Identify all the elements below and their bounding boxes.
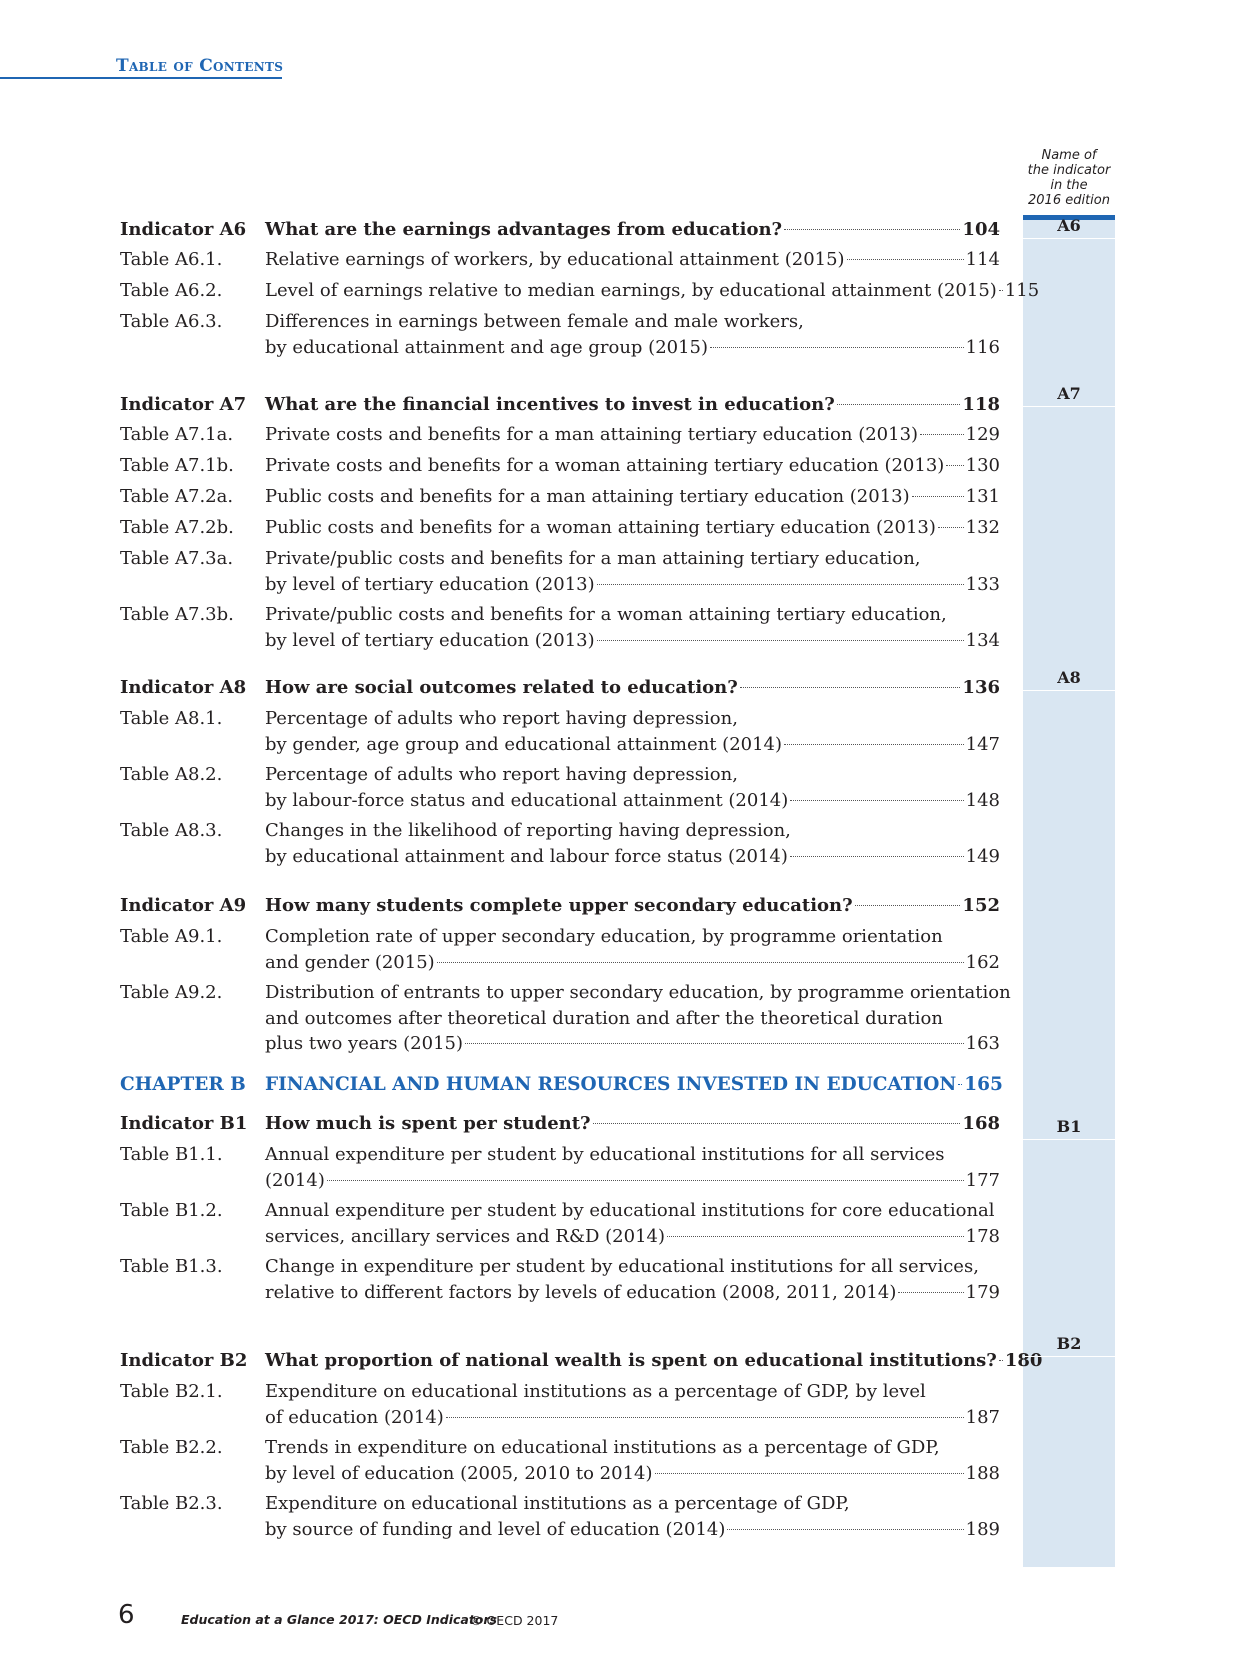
toc-entry-title-line: by educational attainment and labour force status (2014) xyxy=(265,845,788,867)
dot-leader xyxy=(999,1360,1003,1361)
toc-entry-title-line: by level of education (2005, 2010 to 2014) xyxy=(265,1462,653,1484)
edition-header-line: in the xyxy=(1050,178,1088,193)
toc-entry-title-line: Distribution of entrants to upper secondary education, by programme orientation xyxy=(265,982,1011,1003)
edition-code: B2 xyxy=(1023,1334,1115,1357)
dot-leader xyxy=(958,1084,962,1085)
toc-entry-title xyxy=(265,675,1000,701)
toc-entry-title-line: Private/public costs and benefits for a woman attaining tertiary education, xyxy=(265,604,947,625)
toc-entry-page-number: 177 xyxy=(965,1169,1000,1191)
toc-entry-label: Indicator A8 xyxy=(120,677,247,698)
toc-entry-last-line xyxy=(265,1405,1000,1431)
toc-entry-last-line xyxy=(265,217,1000,243)
toc-entry-label: Table B2.2. xyxy=(120,1437,223,1458)
toc-entry-title-line: Trends in expenditure on educational institutions as a percentage of GDP, xyxy=(265,1437,940,1458)
edition-code: A8 xyxy=(1023,668,1115,691)
toc-entry-label: Indicator B2 xyxy=(120,1350,248,1371)
toc-entry-page-number: 168 xyxy=(962,1113,1000,1134)
copyright: © OECD 2017 xyxy=(470,1613,559,1628)
toc-entry-page-number: 148 xyxy=(965,789,1000,811)
publication-title: Education at a Glance 2017: OECD Indicators xyxy=(181,1612,497,1627)
toc-entry-page-number: 147 xyxy=(965,733,1000,755)
toc-entry-page-number: 165 xyxy=(964,1074,1003,1095)
toc-entry-title-line: How many students complete upper secondary education? xyxy=(265,895,853,916)
toc-entry-title-line: How much is spent per student? xyxy=(265,1113,591,1134)
toc-entry-title-line: Completion rate of upper secondary education, by programme orientation xyxy=(265,926,943,947)
toc-entry-last-line xyxy=(265,1517,1000,1543)
toc-entry-title xyxy=(265,1254,1000,1305)
toc-entry-title xyxy=(265,247,1000,273)
toc-entry-page-number: 104 xyxy=(962,219,1000,240)
toc-entry-title-line: and gender (2015) xyxy=(265,951,435,973)
toc-entry-last-line xyxy=(265,675,1000,701)
toc-entry-title xyxy=(265,924,1000,975)
toc-entry-label: Table B2.3. xyxy=(120,1493,223,1514)
toc-entry-last-line xyxy=(265,484,1000,510)
toc-entry-page-number: 133 xyxy=(965,573,1000,595)
toc-entry-title xyxy=(265,1111,1000,1137)
toc-entry-label: Table B1.3. xyxy=(120,1256,223,1277)
dot-leader xyxy=(784,229,960,230)
toc-entry-page-number: 188 xyxy=(965,1462,1000,1484)
toc-entry-title xyxy=(265,515,1000,541)
dot-leader xyxy=(898,1292,963,1293)
toc-entry-label: Table A8.3. xyxy=(120,820,223,841)
toc-entry-last-line xyxy=(265,1348,1043,1374)
toc-entry-title xyxy=(265,893,1000,919)
toc-entry-title-line: What are the financial incentives to invest in education? xyxy=(265,394,835,415)
toc-entry-page-number: 187 xyxy=(965,1406,1000,1428)
dot-leader xyxy=(597,584,964,585)
dot-leader xyxy=(593,1123,961,1124)
dot-leader xyxy=(999,290,1003,291)
toc-entry-title-line: Differences in earnings between female and male workers, xyxy=(265,311,804,332)
toc-entry-page-number: 152 xyxy=(962,895,1000,916)
toc-entry-label: Table A7.3b. xyxy=(120,604,234,625)
toc-entry-page-number: 129 xyxy=(965,424,1000,445)
toc-entry-title-line: plus two years (2015) xyxy=(265,1033,463,1054)
toc-entry-label: Indicator A7 xyxy=(120,394,247,415)
toc-entry-page-number: 163 xyxy=(965,1033,1000,1054)
dot-leader xyxy=(655,1473,964,1474)
toc-entry-label: Table A6.2. xyxy=(120,280,223,301)
toc-entry-title xyxy=(265,1491,1000,1542)
toc-entry-label: Table A8.2. xyxy=(120,764,223,785)
toc-entry-last-line xyxy=(265,1224,1000,1250)
dot-leader xyxy=(912,496,964,497)
toc-entry-last-line xyxy=(265,1280,1000,1306)
toc-entry-title xyxy=(265,453,1000,479)
toc-entry-title-line: by gender, age group and educational attainment (2014) xyxy=(265,733,783,755)
toc-entry-last-line xyxy=(265,335,1000,361)
toc-entry-title-line: Annual expenditure per student by educational institutions for all services xyxy=(265,1144,945,1165)
toc-entry-title-line: Level of earnings relative to median earnings, by educational attainment (2015) xyxy=(265,280,997,301)
toc-entry-page-number: 114 xyxy=(965,249,1000,270)
toc-entry-label: Indicator B1 xyxy=(120,1113,248,1134)
page-title: Table of Contents xyxy=(116,56,284,76)
toc-entry-title-line: services, ancillary services and R&D (2014) xyxy=(265,1225,665,1247)
toc-entry-title-line: by educational attainment and age group (2015) xyxy=(265,336,709,358)
toc-entry-last-line xyxy=(265,1072,1003,1098)
edition-code: A7 xyxy=(1023,384,1115,407)
toc-entry-last-line xyxy=(265,844,1000,870)
toc-entry-title-line: by labour-force status and educational attainment (2014) xyxy=(265,789,789,811)
toc-entry-page-number: 162 xyxy=(965,951,1000,973)
toc-entry-last-line xyxy=(265,1461,1000,1487)
toc-entry-label: Table B1.2. xyxy=(120,1200,223,1221)
toc-entry-last-line xyxy=(265,453,1000,479)
toc-entry-page-number: 180 xyxy=(1004,1350,1043,1371)
toc-entry-title-line: Annual expenditure per student by educational institutions for core educational xyxy=(265,1200,995,1221)
toc-entry-title-line: Percentage of adults who report having depression, xyxy=(265,764,738,785)
toc-entry-title xyxy=(265,602,1000,653)
toc-entry-page-number: 130 xyxy=(965,455,1000,476)
toc-entry-last-line xyxy=(265,1168,1000,1194)
toc-entry-label: Table A6.1. xyxy=(120,249,223,270)
toc-entry-title-line: (2014) xyxy=(265,1169,325,1191)
toc-entry-title-line: Public costs and benefits for a woman attaining tertiary education (2013) xyxy=(265,517,936,538)
toc-entry-last-line xyxy=(265,628,1000,654)
toc-entry-title-line: relative to different factors by levels of education (2008, 2011, 2014) xyxy=(265,1281,897,1303)
toc-entry-label: Table A6.3. xyxy=(120,311,223,332)
toc-entry-last-line xyxy=(265,278,1040,304)
toc-entry-label: Table A7.1a. xyxy=(120,424,234,445)
toc-entry-title xyxy=(265,818,1000,869)
toc-entry-last-line xyxy=(265,732,1000,758)
toc-entry-label: Table A9.1. xyxy=(120,926,223,947)
toc-entry-last-line xyxy=(265,1031,1000,1057)
toc-entry-label: Table A7.2b. xyxy=(120,517,234,538)
toc-entry-title xyxy=(265,1379,1000,1430)
toc-entry-label: CHAPTER B xyxy=(120,1074,246,1095)
toc-entry-title xyxy=(265,1435,1000,1486)
toc-entry-title xyxy=(265,706,1000,757)
edition-column-header xyxy=(1023,148,1115,208)
toc-entry-title-line: How are social outcomes related to education? xyxy=(265,677,738,698)
toc-entry-title xyxy=(265,309,1000,360)
dot-leader xyxy=(847,259,964,260)
toc-entry-page-number: 134 xyxy=(965,629,1000,651)
toc-entry-label: Indicator A6 xyxy=(120,219,247,240)
toc-entry-page-number: 179 xyxy=(965,1281,1000,1303)
toc-entry-title-line: Expenditure on educational institutions as a percentage of GDP, xyxy=(265,1493,850,1514)
edition-header-line: Name of xyxy=(1041,148,1097,163)
dot-leader xyxy=(946,465,963,466)
toc-entry-title-line: by source of funding and level of education (2014) xyxy=(265,1518,726,1540)
toc-entry-title-line: What proportion of national wealth is spent on educational institutions? xyxy=(265,1350,997,1371)
toc-entry-title-line: by level of tertiary education (2013) xyxy=(265,629,595,651)
toc-entry-title xyxy=(265,762,1000,813)
toc-entry-title-line: FINANCIAL AND HUMAN RESOURCES INVESTED IN EDUCATION xyxy=(265,1074,957,1095)
dot-leader xyxy=(327,1180,964,1181)
toc-entry-last-line xyxy=(265,1111,1000,1137)
toc-entry-title-line: by level of tertiary education (2013) xyxy=(265,573,595,595)
toc-entry-title xyxy=(265,484,1000,510)
dot-leader xyxy=(790,856,964,857)
toc-entry-title-line: Change in expenditure per student by educational institutions for all services, xyxy=(265,1256,979,1277)
dot-leader xyxy=(437,962,964,963)
dot-leader xyxy=(938,527,964,528)
dot-leader xyxy=(465,1043,964,1044)
toc-entry-label: Table A9.2. xyxy=(120,982,223,1003)
toc-entry-label: Table B2.1. xyxy=(120,1381,223,1402)
toc-entry-title xyxy=(265,1072,1003,1098)
toc-entry-page-number: 118 xyxy=(962,394,1000,415)
dot-leader xyxy=(597,640,964,641)
edition-code: A6 xyxy=(1023,216,1115,239)
toc-entry-title-line: Public costs and benefits for a man attaining tertiary education (2013) xyxy=(265,486,910,507)
dot-leader xyxy=(837,404,961,405)
toc-entry-title xyxy=(265,546,1000,597)
toc-entry-page-number: 136 xyxy=(962,677,1000,698)
toc-entry-title-line: Relative earnings of workers, by educational attainment (2015) xyxy=(265,249,845,270)
toc-entry-page-number: 189 xyxy=(965,1518,1000,1540)
edition-header-line: 2016 edition xyxy=(1028,193,1110,208)
toc-entry-title xyxy=(265,278,1040,304)
toc-entry-label: Table A8.1. xyxy=(120,708,223,729)
toc-entry-label: Table A7.1b. xyxy=(120,455,234,476)
toc-entry-title-line: of education (2014) xyxy=(265,1406,444,1428)
toc-entry-page-number: 178 xyxy=(965,1225,1000,1247)
dot-leader xyxy=(790,800,963,801)
dot-leader xyxy=(740,687,961,688)
toc-entry-label: Table A7.2a. xyxy=(120,486,234,507)
toc-entry-title xyxy=(265,392,1000,418)
toc-entry-label: Table B1.1. xyxy=(120,1144,223,1165)
toc-entry-title xyxy=(265,1198,1000,1249)
toc-entry-title-line: Expenditure on educational institutions as a percentage of GDP, by level xyxy=(265,1381,926,1402)
toc-entry-page-number: 116 xyxy=(965,336,1000,358)
toc-entry-page-number: 131 xyxy=(965,486,1000,507)
toc-entry-title xyxy=(265,1348,1043,1374)
toc-entry-page-number: 149 xyxy=(965,845,1000,867)
toc-entry-title-line: Private costs and benefits for a man attaining tertiary education (2013) xyxy=(265,424,919,445)
toc-entry-title xyxy=(265,1142,1000,1193)
header-rule xyxy=(0,77,282,79)
dot-leader xyxy=(855,905,961,906)
toc-entry-last-line xyxy=(265,950,1000,976)
dot-leader xyxy=(667,1236,964,1237)
dot-leader xyxy=(784,744,964,745)
toc-entry-title-line: What are the earnings advantages from education? xyxy=(265,219,783,240)
toc-entry-page-number: 115 xyxy=(1004,280,1040,301)
toc-entry-label: Indicator A9 xyxy=(120,895,247,916)
toc-entry-title-line: Percentage of adults who report having depression, xyxy=(265,708,738,729)
toc-entry-title-line: Private/public costs and benefits for a man attaining tertiary education, xyxy=(265,548,921,569)
toc-entry-label: Table A7.3a. xyxy=(120,548,234,569)
dot-leader xyxy=(920,434,964,435)
toc-entry-last-line xyxy=(265,392,1000,418)
dot-leader xyxy=(710,347,964,348)
toc-entry-title xyxy=(265,980,1011,1057)
toc-entry-last-line xyxy=(265,247,1000,273)
toc-entry-title-line: Private costs and benefits for a woman attaining tertiary education (2013) xyxy=(265,455,945,476)
toc-entry-last-line xyxy=(265,788,1000,814)
toc-entry-title xyxy=(265,422,1000,448)
toc-entry-last-line xyxy=(265,893,1000,919)
toc-entry-last-line xyxy=(265,422,1000,448)
toc-entry-title-line: Changes in the likelihood of reporting having depression, xyxy=(265,820,791,841)
toc-entry-title xyxy=(265,217,1000,243)
edition-code: B1 xyxy=(1023,1117,1115,1140)
toc-entry-last-line xyxy=(265,572,1000,598)
toc-entry-last-line xyxy=(265,515,1000,541)
edition-header-line: the indicator xyxy=(1027,163,1111,178)
toc-entry-title-line: and outcomes after theoretical duration and after the theoretical duration xyxy=(265,1007,943,1029)
page-number: 6 xyxy=(118,1600,135,1630)
dot-leader xyxy=(727,1529,963,1530)
dot-leader xyxy=(446,1417,964,1418)
toc-entry-page-number: 132 xyxy=(965,517,1000,538)
